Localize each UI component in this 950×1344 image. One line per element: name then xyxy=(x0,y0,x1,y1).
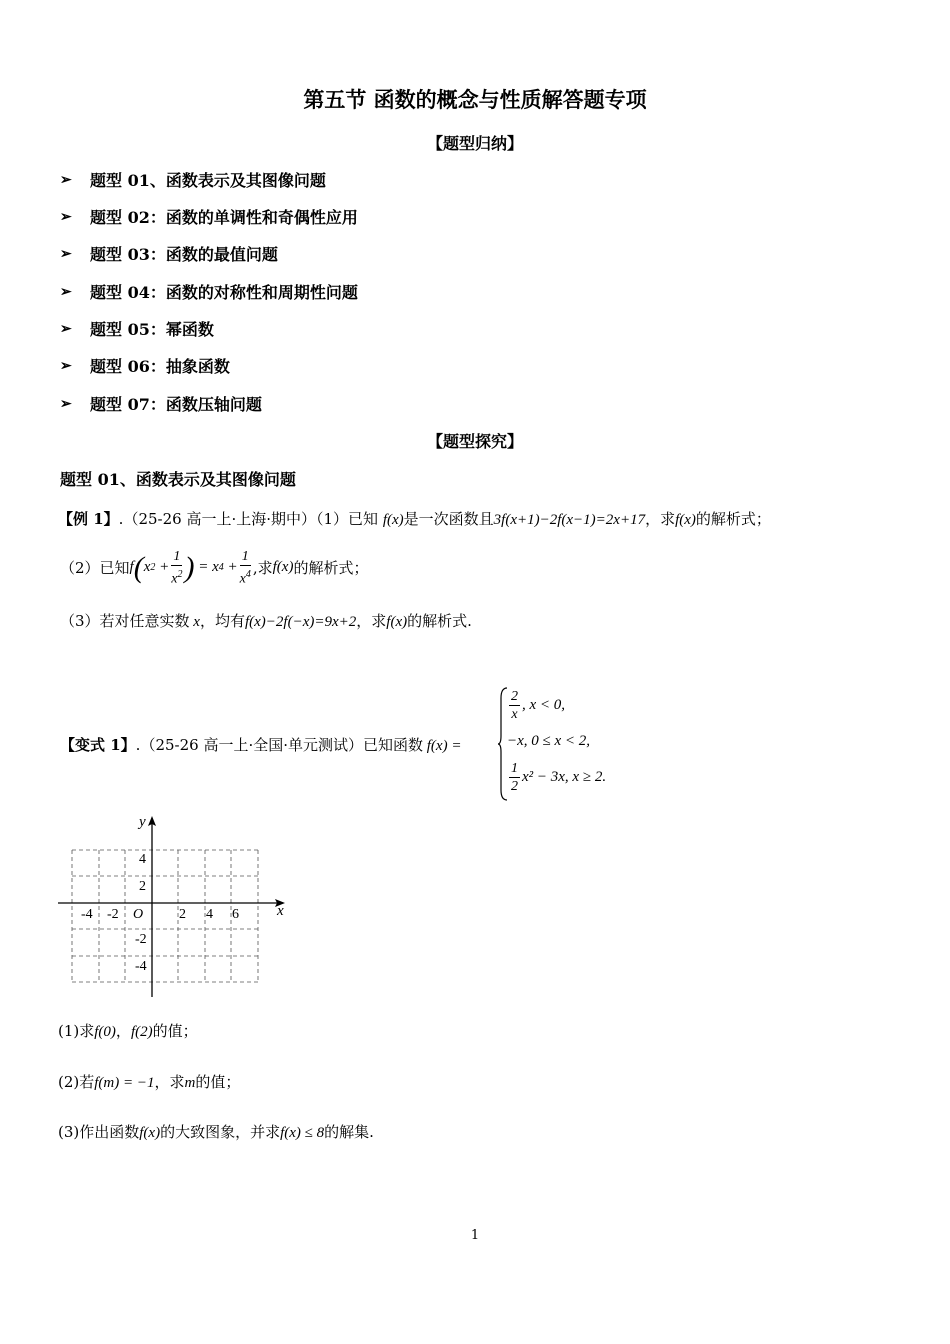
text: 的解析式； xyxy=(293,559,369,578)
text: 的解集. xyxy=(324,1123,374,1141)
y-axis-label: y xyxy=(139,814,146,830)
example1-part2 xyxy=(60,548,368,588)
text: （2）已知 xyxy=(60,559,130,578)
text: ，均有 xyxy=(199,612,245,630)
math-fx: f(x) xyxy=(386,614,408,630)
example1-source: .（25-26 高一上·上海·期中） xyxy=(118,510,316,528)
question-1 xyxy=(58,1020,198,1041)
toc-item-label: 题型 04：函数的对称性和周期性问题 xyxy=(90,283,358,302)
math-expression: f ( x 2 + $\frac{1}{x^2}$ ) = x 4 + $\frac{1}{x^4}$ xyxy=(129,549,251,587)
toc-item xyxy=(60,280,358,303)
piece-2: −x, 0 ≤ x < 2, xyxy=(507,733,591,749)
arrow-bullet-icon: ➢ xyxy=(60,283,72,300)
variant1-source: .（25-26 高一上·全国·单元测试）已知函数 xyxy=(135,736,423,754)
math-equation: 3f(x+1)−2f(x−1)=2x+17 xyxy=(493,512,646,528)
example1-part3 xyxy=(60,610,472,631)
math-m: m xyxy=(184,1075,196,1091)
text: ,求 xyxy=(252,559,273,578)
piece-1-text: x < 0, xyxy=(529,697,566,713)
math-fx: f(x) xyxy=(139,1125,161,1141)
text: 的大致图象，并求 xyxy=(160,1123,281,1141)
text: （1）已知 xyxy=(316,510,379,528)
math-f2: f(2) xyxy=(130,1024,153,1040)
example1-part1 xyxy=(58,508,771,529)
text: (2)若 xyxy=(58,1073,95,1091)
grid-lines xyxy=(72,850,258,982)
section-explore-heading: 【题型探究】 xyxy=(426,432,523,451)
text: 的解析式. xyxy=(407,612,472,630)
math-fx: f(x) = xyxy=(423,738,462,754)
math-x: x xyxy=(189,614,200,630)
toc-item xyxy=(60,392,262,415)
y-tick-label: -4 xyxy=(135,959,147,974)
text: ，求 xyxy=(356,612,387,630)
piece-3-text: x² − 3x, x ≥ 2. xyxy=(522,769,607,785)
math-fx: f(x) xyxy=(272,559,294,576)
y-tick-label: 4 xyxy=(139,852,146,867)
x-tick-label: 4 xyxy=(206,907,213,922)
math-fx: f(x) xyxy=(675,512,696,528)
page-title: 第五节 函数的概念与性质解答题专项 xyxy=(303,87,647,112)
variant1-intro xyxy=(60,734,461,755)
text: （3）若对任意实数 xyxy=(60,612,190,630)
arrow-bullet-icon: ➢ xyxy=(60,395,72,412)
text: (1)求 xyxy=(58,1022,95,1040)
x-tick-label: 6 xyxy=(232,907,239,922)
toc-item-label: 题型 05：幂函数 xyxy=(90,320,214,339)
text: 的值； xyxy=(195,1073,241,1091)
origin-label: O xyxy=(133,907,144,922)
x-tick-label: -4 xyxy=(81,907,93,922)
x-tick-label: 2 xyxy=(179,907,186,922)
page-number: 1 xyxy=(470,1228,480,1243)
piece-3: $\frac{1}{2}$ x² − 3x, x ≥ 2. xyxy=(511,761,607,794)
x-tick-label: -2 xyxy=(107,907,119,922)
math-inequality: f(x) ≤ 8 xyxy=(280,1125,325,1141)
question-3 xyxy=(58,1121,374,1142)
arrow-bullet-icon: ➢ xyxy=(60,171,72,188)
text: (3)作出函数 xyxy=(58,1123,140,1141)
text: ，求 xyxy=(154,1073,185,1091)
example1-tag: 【例 1】 xyxy=(58,510,119,528)
y-tick-label: 2 xyxy=(139,879,146,894)
arrow-bullet-icon: ➢ xyxy=(60,245,72,262)
toc-item xyxy=(60,168,326,191)
arrow-bullet-icon: ➢ xyxy=(60,320,72,337)
math-fm-equation: f(m) = −1 xyxy=(94,1075,155,1091)
toc-item-label: 题型 07：函数压轴问题 xyxy=(90,395,262,414)
x-axis-label: x xyxy=(277,903,284,919)
variant1-tag: 【变式 1】 xyxy=(60,736,136,754)
question-2 xyxy=(58,1071,240,1092)
toc-item-label: 题型 06：抽象函数 xyxy=(90,357,230,376)
arrow-bullet-icon: ➢ xyxy=(60,357,72,374)
math-f0: f(0) xyxy=(94,1024,116,1040)
toc-item xyxy=(60,317,214,340)
math-fx: f(x) xyxy=(382,512,404,528)
text: ， xyxy=(115,1022,131,1040)
text: ，求 xyxy=(645,510,676,528)
type1-heading: 题型 01、函数表示及其图像问题 xyxy=(60,470,296,489)
y-tick-label: -2 xyxy=(135,932,147,947)
text: 的值； xyxy=(152,1022,198,1040)
toc-item xyxy=(60,205,358,228)
toc-item-label: 题型 01、函数表示及其图像问题 xyxy=(90,171,326,190)
toc-item-label: 题型 03：函数的最值问题 xyxy=(90,245,278,264)
text: 是一次函数且 xyxy=(403,510,494,528)
toc-item xyxy=(60,242,278,265)
math-equation: f(x)−2f(−x)=9x+2 xyxy=(244,614,357,630)
section-summary-heading: 【题型归纳】 xyxy=(426,134,523,153)
arrow-bullet-icon: ➢ xyxy=(60,208,72,225)
coordinate-grid xyxy=(55,812,295,1002)
piece-1: $\frac{2}{x}$ , x < 0, xyxy=(511,689,566,722)
text: 的解析式； xyxy=(695,510,771,528)
toc-item xyxy=(60,354,230,377)
toc-item-label: 题型 02：函数的单调性和奇偶性应用 xyxy=(90,208,358,227)
